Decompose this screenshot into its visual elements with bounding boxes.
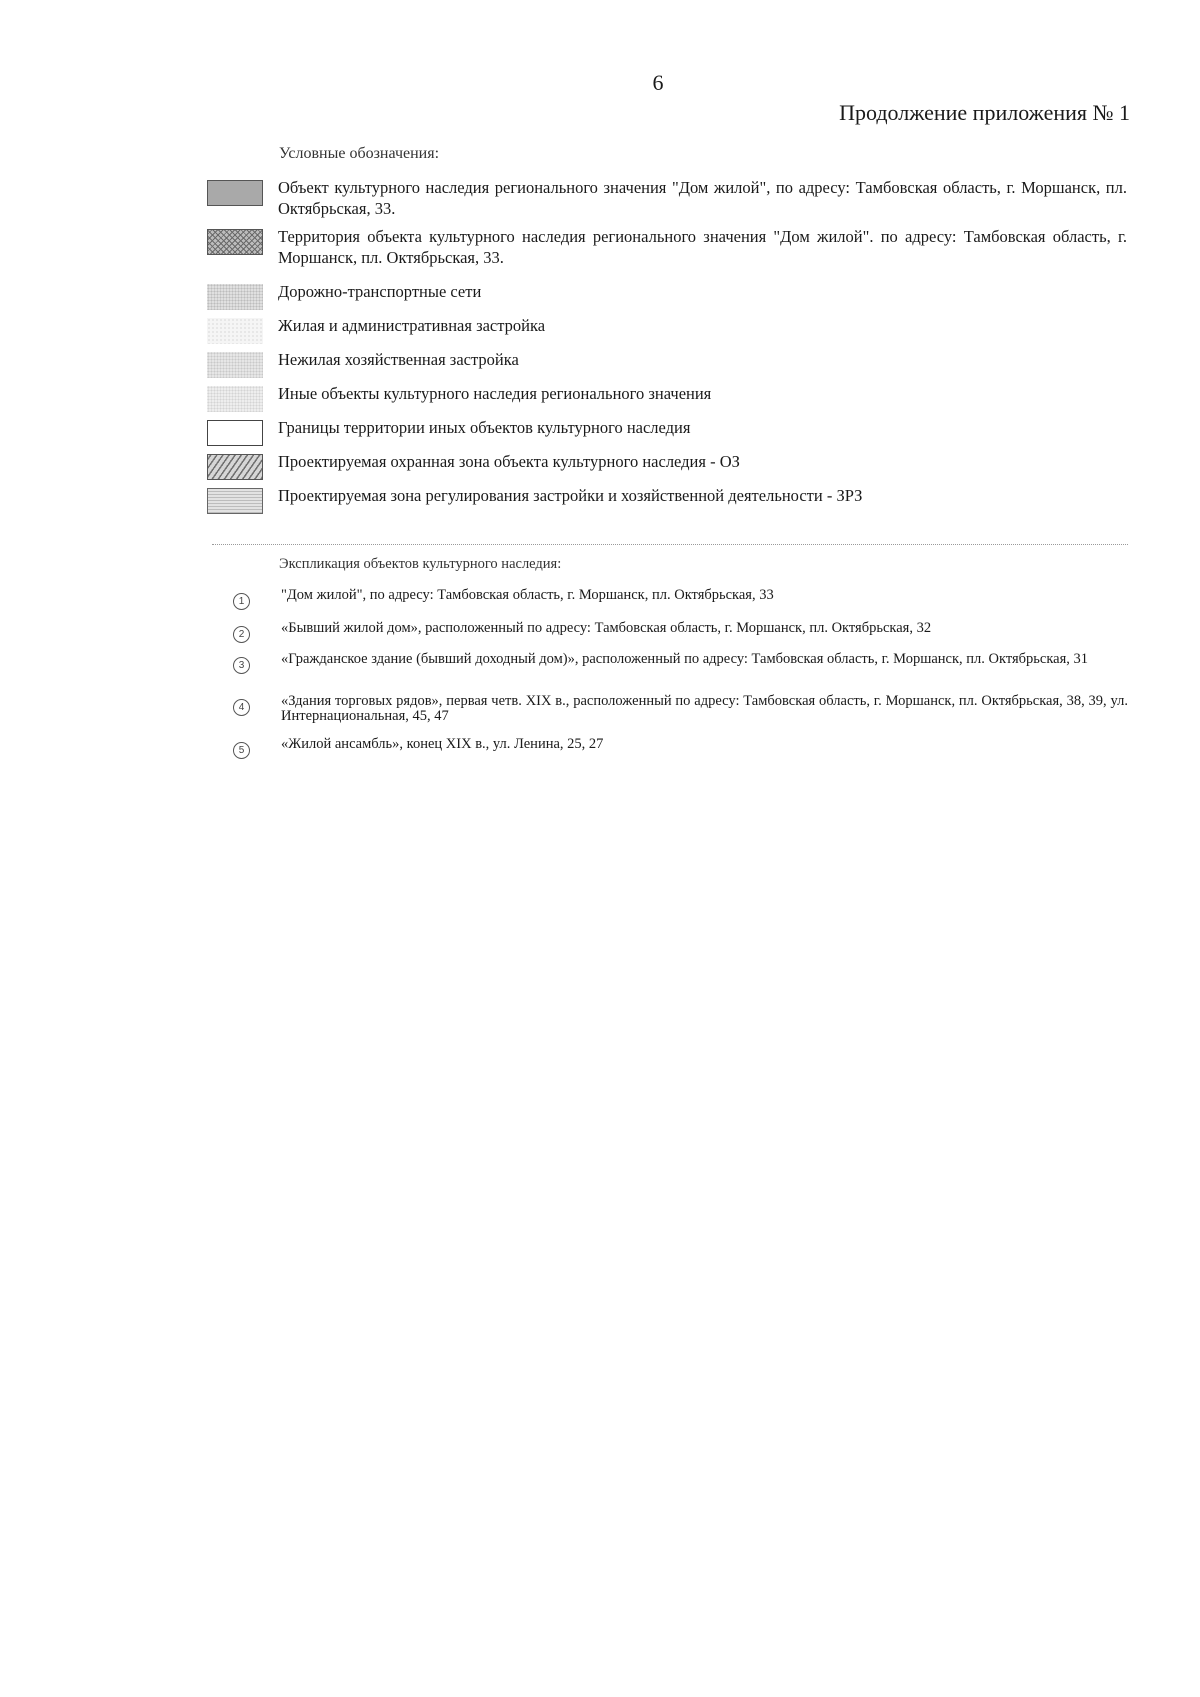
legend-item-nonresidential-buildings	[207, 349, 1127, 378]
legend-item-label: Дорожно-транспортные сети	[278, 282, 482, 301]
number-circle-icon: 3	[233, 657, 250, 674]
legend-swatch-nonresidential	[207, 352, 263, 378]
legend-item-label: Проектируемая охранная зона объекта культурного наследия - ОЗ	[278, 452, 740, 471]
legend-item-heritage-territory	[207, 226, 1127, 268]
number-circle-icon: 1	[233, 593, 250, 610]
number-circle-icon: 2	[233, 626, 250, 643]
explication-item-text: «Бывший жилой дом», расположенный по адресу: Тамбовская область, г. Моршанск, пл. Октябрьская, 32	[281, 620, 932, 636]
legend-swatch-horizontal-lines	[207, 488, 263, 514]
legend-swatch-other-heritage	[207, 386, 263, 412]
legend-title: Условные обозначения:	[279, 145, 440, 162]
legend-item-regulation-zone	[207, 485, 1127, 514]
legend-swatch-diagonal-hatch	[207, 454, 263, 480]
legend-item-road-networks	[207, 281, 1127, 310]
legend-item-heritage-object	[207, 177, 1127, 219]
explication-item	[233, 588, 1128, 610]
explication-item-text: "Дом жилой", по адресу: Тамбовская область, г. Моршанск, пл. Октябрьская, 33	[281, 587, 774, 603]
legend-item-label: Жилая и административная застройка	[278, 316, 546, 335]
number-circle-icon: 5	[233, 742, 250, 759]
legend-item-heritage-boundaries	[207, 417, 1127, 446]
legend-swatch-residential	[207, 318, 263, 344]
explication-item	[233, 694, 1128, 724]
legend-item-label: Нежилая хозяйственная застройка	[278, 350, 519, 369]
page-number: 6	[652, 70, 664, 95]
legend-item-label: Границы территории иных объектов культурного наследия	[278, 418, 691, 437]
explication-item-text: «Гражданское здание (бывший доходный дом)», расположенный по адресу: Тамбовская область, г. Моршанск, пл. Октябрьская, 31	[281, 651, 1089, 667]
explication-title: Экспликация объектов культурного наследия:	[279, 556, 562, 572]
legend-swatch-solid-gray	[207, 180, 263, 206]
legend-item-label: Территория объекта культурного наследия регионального значения "Дом жилой". по адресу: Тамбовская область, г. Моршанск, пл. Октябрьская, 33.	[278, 227, 1127, 267]
legend-item-other-heritage-objects	[207, 383, 1127, 412]
explication-item	[233, 737, 1128, 759]
explication-item	[233, 621, 1128, 643]
number-circle-icon: 4	[233, 699, 250, 716]
legend-item-label: Проектируемая зона регулирования застройки и хозяйственной деятельности - ЗРЗ	[278, 486, 863, 505]
explication-item	[233, 652, 1128, 674]
appendix-continuation-heading: Продолжение приложения № 1	[839, 100, 1130, 125]
legend-item-protection-zone	[207, 451, 1127, 480]
legend-swatch-road	[207, 284, 263, 310]
legend-swatch-outline	[207, 420, 263, 446]
explication-item-text: «Жилой ансамбль», конец XIX в., ул. Ленина, 25, 27	[281, 736, 604, 752]
explication-item-text: «Здания торговых рядов», первая четв. XIX в., расположенный по адресу: Тамбовская область, г. Моршанск, пл. Октябрьская, 38, 39, ул. Интернациональная, 45, 47	[281, 693, 1128, 724]
legend-item-label: Иные объекты культурного наследия регионального значения	[278, 384, 712, 403]
legend-item-label: Объект культурного наследия регионального значения "Дом жилой", по адресу: Тамбовская область, г. Моршанск, пл. Октябрьская, 33.	[278, 178, 1127, 218]
legend-swatch-crosshatch	[207, 229, 263, 255]
legend-item-residential-buildings	[207, 315, 1127, 344]
section-divider	[212, 544, 1128, 545]
